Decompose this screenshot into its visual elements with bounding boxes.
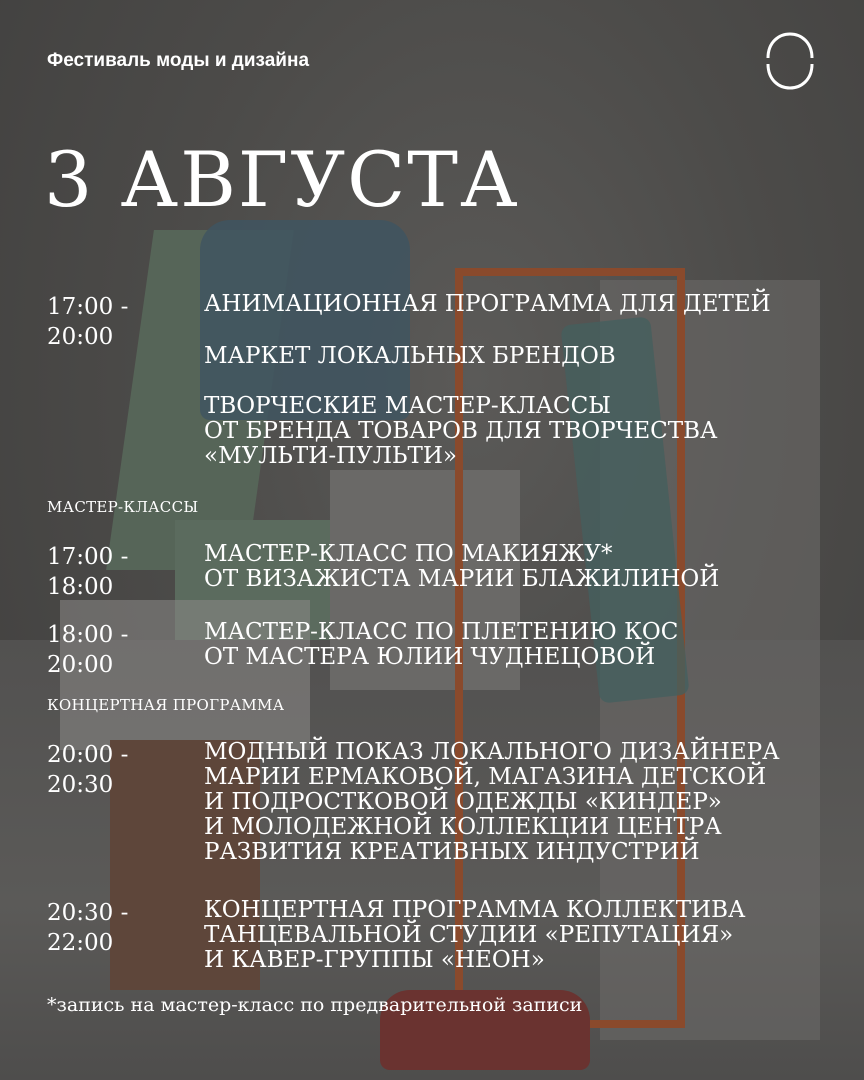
time-range: 20:00 - 20:30 [47, 742, 129, 798]
event-item: АНИМАЦИОННАЯ ПРОГРАММА ДЛЯ ДЕТЕЙ [204, 291, 771, 317]
event-item: ТВОРЧЕСКИЕ МАСТЕР-КЛАССЫ ОТ БРЕНДА ТОВАРОВ ДЛЯ ТВОРЧЕСТВА «МУЛЬТИ-ПУЛЬТИ» [204, 393, 718, 469]
event-item: МАРКЕТ ЛОКАЛЬНЫХ БРЕНДОВ [204, 343, 616, 369]
event-item: МАСТЕР-КЛАСС ПО ПЛЕТЕНИЮ КОС ОТ МАСТЕРА ЮЛИИ ЧУДНЕЦОВОЙ [204, 619, 679, 670]
event-item: МАСТЕР-КЛАСС ПО МАКИЯЖУ* ОТ ВИЗАЖИСТА МАРИИ БЛАЖИЛИНОЙ [204, 541, 720, 592]
time-range: 18:00 - 20:00 [47, 622, 129, 678]
festival-logo-icon [764, 18, 816, 102]
time-range: 17:00 - 20:00 [47, 294, 129, 350]
event-item: КОНЦЕРТНАЯ ПРОГРАММА КОЛЛЕКТИВА ТАНЦЕВАЛЬНОЙ СТУДИИ «РЕПУТАЦИЯ» И КАВЕР-ГРУППЫ «НЕОН» [204, 897, 746, 973]
event-list [204, 620, 824, 694]
time-range: 20:30 - 22:00 [47, 900, 129, 956]
event-list [204, 292, 824, 493]
time-range: 17:00 - 18:00 [47, 544, 129, 600]
event-item: МОДНЫЙ ПОКАЗ ЛОКАЛЬНОГО ДИЗАЙНЕРА МАРИИ ЕРМАКОВОЙ, МАГАЗИНА ДЕТСКОЙ И ПОДРОСТКОВОЙ ОДЕЖДЫ «КИНДЕР» И МОЛОДЕЖНОЙ КОЛЛЕКЦИИ ЦЕНТРА РАЗВИТИЯ КРЕАТИВНЫХ ИНДУСТРИЙ [204, 739, 780, 865]
section-label-concert: КОНЦЕРТНАЯ ПРОГРАММА [47, 696, 285, 714]
event-list [204, 542, 824, 616]
event-list [204, 898, 824, 997]
footnote: *запись на мастер-класс по предварительной записи [47, 994, 583, 1016]
event-list [204, 740, 824, 889]
festival-subtitle: Фестиваль моды и дизайна [47, 50, 310, 71]
event-date: 3 АВГУСТА [44, 135, 520, 224]
section-label-masterclasses: МАСТЕР-КЛАССЫ [47, 498, 199, 516]
